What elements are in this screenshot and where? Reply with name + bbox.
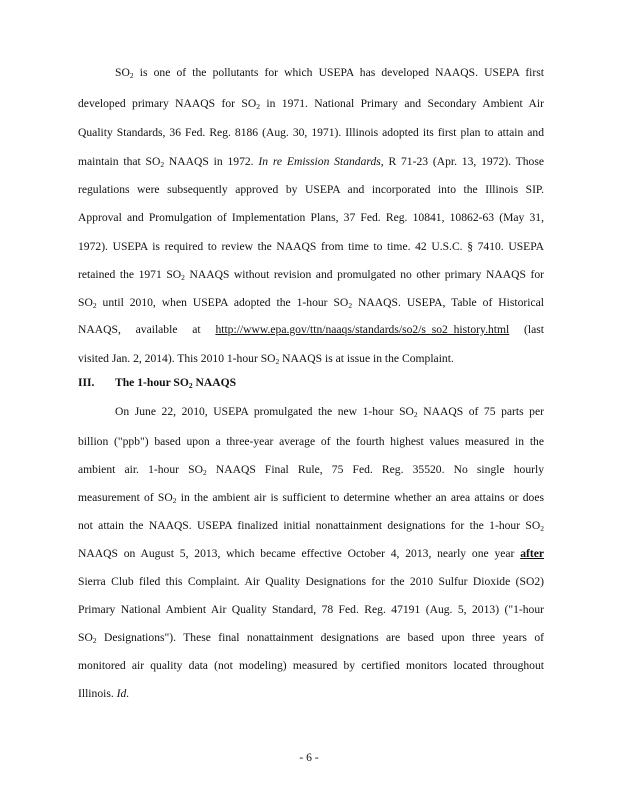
page-number: - 6 - — [299, 751, 319, 764]
para1-line-8: retained the 1971 $SO_2$ NAAQS without revision and promulgated no other primary NAAQS for — [78, 268, 544, 282]
para2-line-5: not attain the NAAQS. USEPA finalized initial nonattainment designations for the 1-hour $SO_2$ — [78, 519, 544, 533]
naaqs-history-link[interactable]: http://www.epa.gov/ttn/naaqs/standards/so2/s_so2_history.html — [215, 323, 510, 336]
section-number: III. — [78, 376, 95, 389]
para2-line-9: $SO_2$ Designations"). These final nonattainment designations are based upon three years of — [78, 631, 544, 645]
para2-line-2: billion ("ppb") based upon a three-year average of the fourth highest values measured in the — [78, 435, 544, 448]
para1-line-11: visited Jan. 2, 2014). This 2010 1-hour $SO_2$ NAAQS is at issue in the Complaint. — [78, 352, 454, 366]
para1-line-10: NAAQS, available at http://www.epa.gov/ttn/naaqs/standards/so2/s_so2_history.html (last — [78, 323, 544, 336]
para1-line-4: maintain that $SO_2$ NAAQS in 1972. In re Emission Standards, R 71-23 (Apr. 13, 1972). Those — [78, 155, 544, 169]
para1-line-9: $SO_2$ until 2010, when USEPA adopted the 1-hour $SO_2$ NAAQS. USEPA, Table of Historical — [78, 296, 544, 310]
para2-line-1: On June 22, 2010, USEPA promulgated the new 1-hour $SO_2$ NAAQS of 75 parts per — [115, 405, 544, 419]
para1-line-3: Quality Standards, 36 Fed. Reg. 8186 (Aug. 30, 1971). Illinois adopted its first plan to attain and — [78, 126, 544, 139]
para1-line-2: developed primary NAAQS for $SO_2$ in 1971. National Primary and Secondary Ambient Air — [78, 97, 544, 111]
para2-line-10: monitored air quality data (not modeling) measured by certified monitors located throughout — [78, 659, 544, 672]
para2-line-4: measurement of $SO_2$ in the ambient air is sufficient to determine whether an area attains or does — [78, 491, 544, 505]
para1-line-7: 1972). USEPA is required to review the NAAQS from time to time. 42 U.S.C. § 7410. USEPA — [78, 240, 544, 253]
para2-line-7: Sierra Club filed this Complaint. Air Quality Designations for the 2010 Sulfur Dioxide (SO2) — [78, 575, 544, 588]
para1-line-6: Approval and Promulgation of Implementation Plans, 37 Fed. Reg. 10841, 10862-63 (May 31, — [78, 211, 544, 224]
section-heading: III. The 1-hour $SO_2$ NAAQS — [78, 376, 237, 390]
para2-line-8: Primary National Ambient Air Quality Standard, 78 Fed. Reg. 47191 (Aug. 5, 2013) ("1-hour — [78, 603, 544, 616]
para2-line-11: Illinois. Id. — [78, 687, 130, 700]
para2-line-3: ambient air. 1-hour $SO_2$ NAAQS Final Rule, 75 Fed. Reg. 35520. No single hourly — [78, 463, 544, 477]
para2-line-6: NAAQS on August 5, 2013, which became effective October 4, 2013, nearly one year after — [78, 547, 544, 560]
para1-line-1: $SO_2$ is one of the pollutants for which USEPA has developed NAAQS. USEPA first — [115, 66, 544, 80]
para1-line-5: regulations were subsequently approved by USEPA and incorporated into the Illinois SIP. — [78, 183, 544, 196]
